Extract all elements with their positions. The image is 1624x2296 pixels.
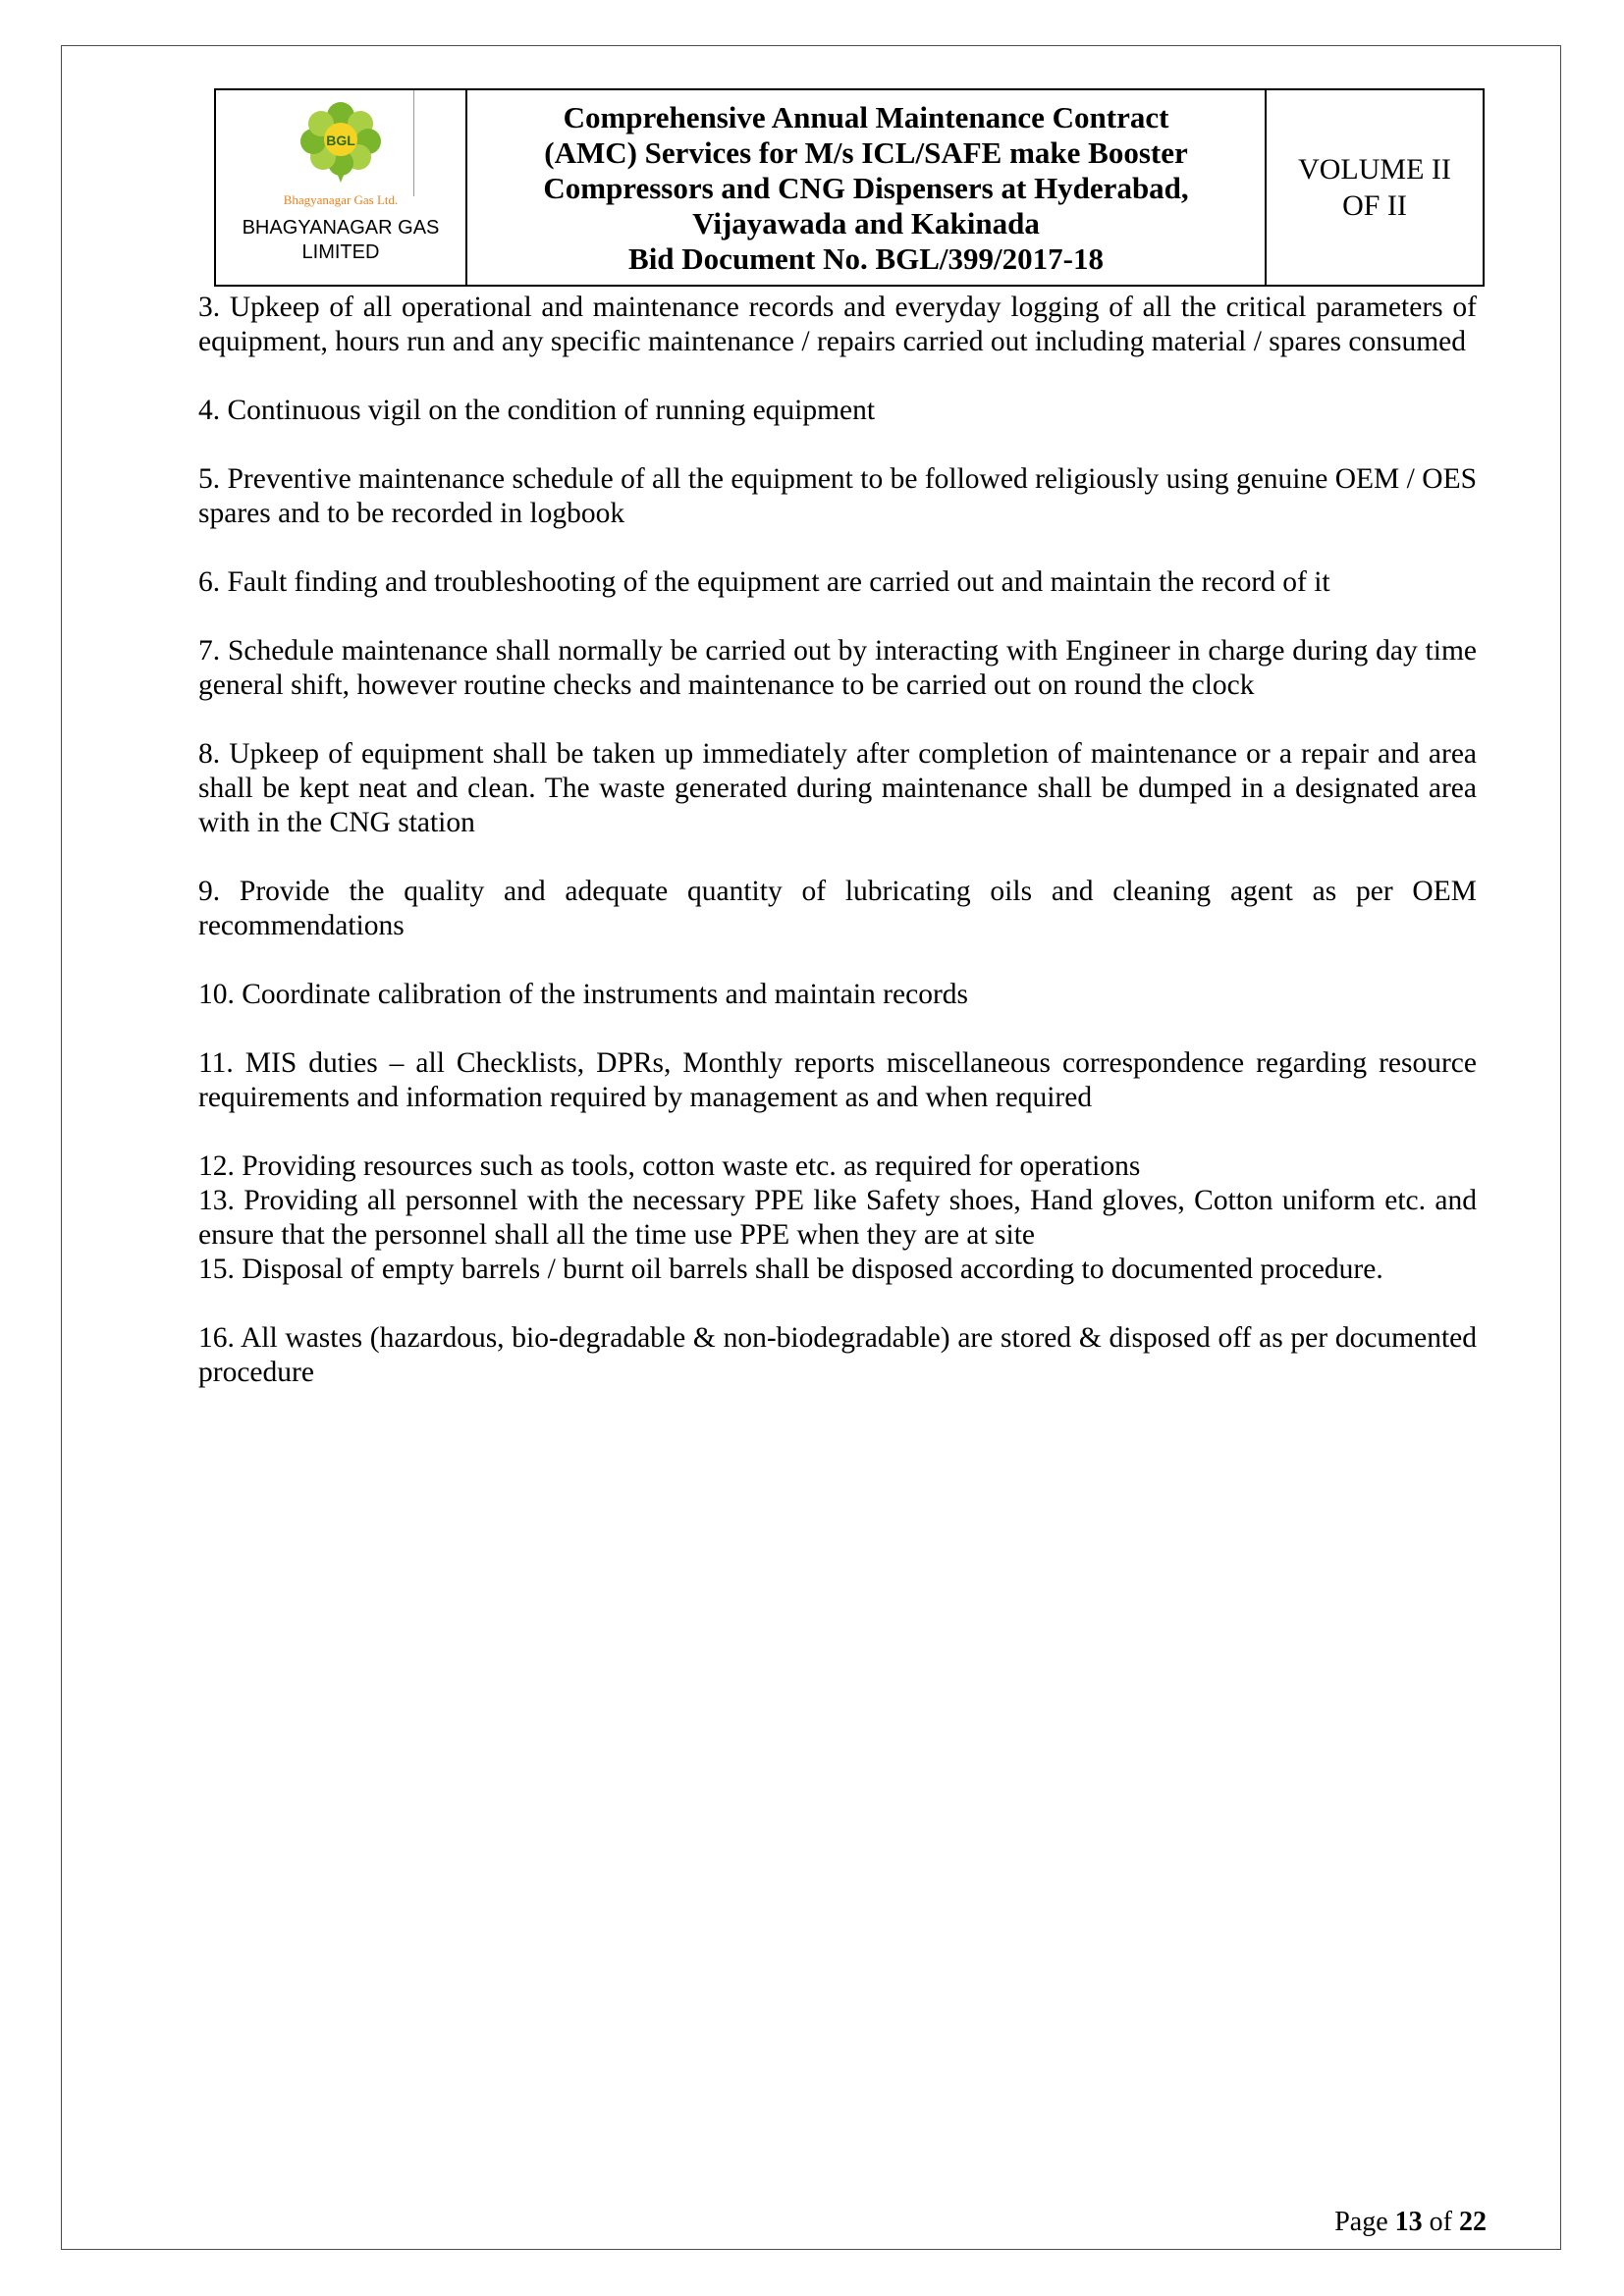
logo-cell-divider <box>413 90 414 196</box>
logo-acronym: BGL <box>326 133 355 148</box>
page-footer <box>198 2207 1487 2238</box>
bid-document-number: Bid Document No. BGL/399/2017-18 <box>628 241 1104 276</box>
logo-caption: Bhagyanagar Gas Ltd. <box>283 192 399 207</box>
paragraph-3: 3. Upkeep of all operational and maintenance records and everyday logging of all the critical parameters of equipment, hours run and any specific maintenance / repairs carried out including material / spares consumed <box>198 292 1477 357</box>
paragraph-6: 6. Fault finding and troubleshooting of the equipment are carried out and maintain the record of it <box>198 566 1330 598</box>
footer-page-number: 13 <box>1394 2207 1423 2237</box>
paragraph-8: 8. Upkeep of equipment shall be taken up immediately after completion of maintenance or a repair and area shall be kept neat and clean. The waste generated during maintenance shall be dumped in a designated area with in the CNG station <box>198 738 1477 838</box>
paragraph-7: 7. Schedule maintenance shall normally be carried out by interacting with Engineer in charge during day time general shift, however routine checks and maintenance to be carried out on round the clock <box>198 635 1477 701</box>
paragraph-4: 4. Continuous vigil on the condition of running equipment <box>198 395 876 426</box>
paragraph-16: 16. All wastes (hazardous, bio-degradable & non-biodegradable) are stored & disposed off as per documented procedure <box>198 1322 1477 1388</box>
company-name-line1: BHAGYANAGAR GAS <box>242 217 440 239</box>
footer-page-prefix: Page <box>1334 2207 1395 2237</box>
company-name-line2: LIMITED <box>301 241 380 263</box>
company-name <box>243 216 440 265</box>
paragraph-12: 12. Providing resources such as tools, cotton waste etc. as required for operations <box>198 1150 1141 1182</box>
paragraph-13: 13. Providing all personnel with the necessary PPE like Safety shoes, Hand gloves, Cotton uniform etc. and ensure that the personnel shall all the time use PPE when they are at site <box>198 1185 1477 1251</box>
title-line-2: (AMC) Services for M/s ICL/SAFE make Booster <box>544 135 1188 170</box>
paragraph-9: 9. Provide the quality and adequate quantity of lubricating oils and cleaning agent as per OEM recommendations <box>198 876 1477 941</box>
volume-label <box>1267 90 1483 285</box>
volume-line-1: VOLUME II <box>1298 153 1451 186</box>
title-line-4: Vijayawada and Kakinada <box>692 206 1040 240</box>
paragraph-15: 15. Disposal of empty barrels / burnt oil barrels shall be disposed according to documented procedure. <box>198 1254 1383 1285</box>
header-table <box>214 88 1485 287</box>
title-line-1: Comprehensive Annual Maintenance Contract <box>563 100 1169 134</box>
volume-line-2: OF II <box>1342 189 1407 222</box>
document-title <box>467 90 1267 285</box>
bgl-logo-icon <box>290 100 392 190</box>
title-line-3: Compressors and CNG Dispensers at Hyderabad, <box>543 171 1189 205</box>
document-body <box>198 291 1477 1424</box>
footer-page-middle: of <box>1422 2207 1459 2237</box>
logo-cell <box>216 90 467 285</box>
paragraph-10: 10. Coordinate calibration of the instruments and maintain records <box>198 979 968 1010</box>
paragraph-5: 5. Preventive maintenance schedule of all the equipment to be followed religiously using genuine OEM / OES spares and to be recorded in logbook <box>198 463 1477 529</box>
paragraph-11: 11. MIS duties – all Checklists, DPRs, Monthly reports miscellaneous correspondence regarding resource requirements and information required by management as and when required <box>198 1047 1477 1113</box>
footer-total-pages: 22 <box>1459 2207 1487 2237</box>
